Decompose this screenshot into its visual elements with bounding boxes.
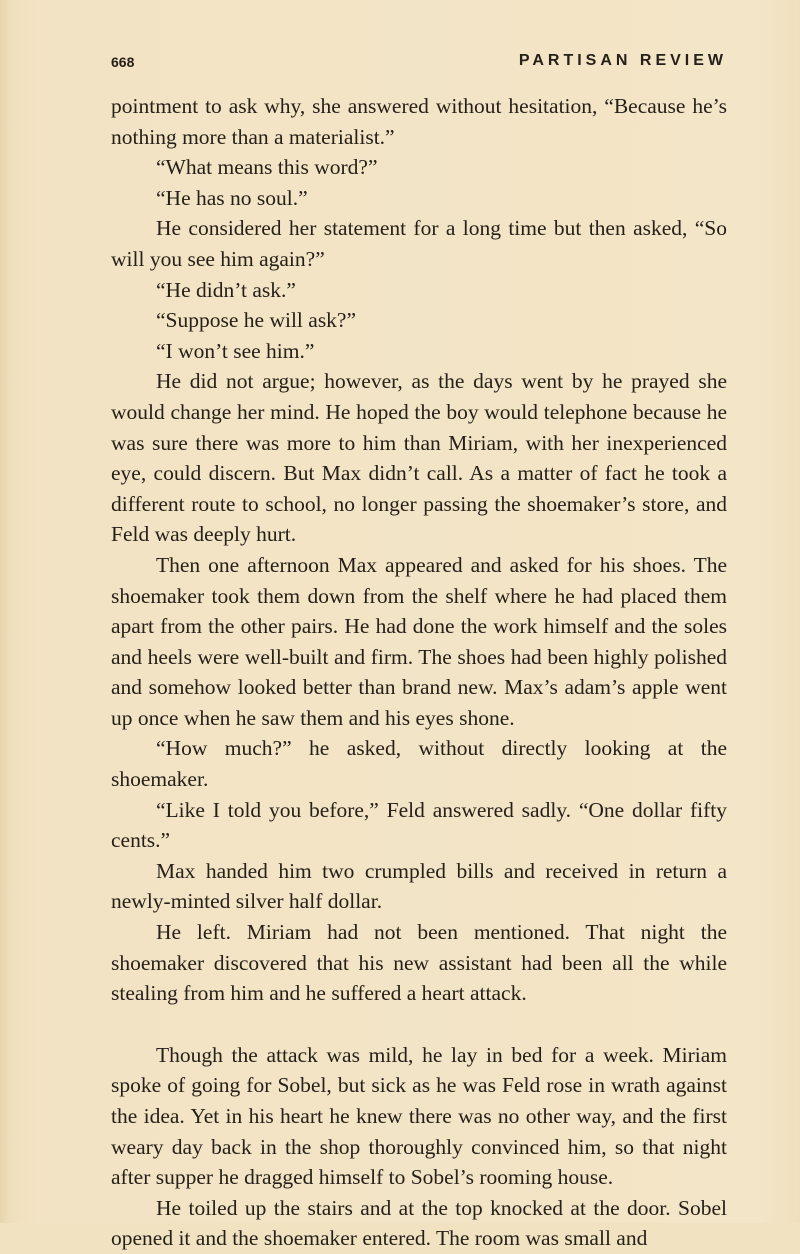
paragraph: Though the attack was mild, he lay in bed for a week. Miriam spoke of going for Sobel, but sick as he was Feld rose in wrath against the idea. Yet in his heart he knew there was no other way, and the first weary day back in the shop thoroughly convinced him, so that night after supper he dragged himself to Sobel’s rooming house. <box>111 1042 727 1190</box>
paragraph: “He didn’t ask.” <box>156 277 296 302</box>
page-number: 668 <box>111 54 135 70</box>
body-text <box>111 91 727 1254</box>
paragraph: Then one afternoon Max appeared and asked for his shoes. The shoemaker took them down from the shelf where he had placed them apart from the other pairs. He had done the work himself and the soles and heels were well-built and firm. The shoes had been highly polished and somehow looked better than brand new. Max’s adam’s apple went up once when he saw them and his eyes shone. <box>111 552 727 730</box>
paragraph: “Suppose he will ask?” <box>156 308 357 333</box>
running-head: PARTISAN REVIEW <box>518 52 727 69</box>
paragraph: “He has no soul.” <box>156 185 308 210</box>
paragraph: “How much?” he asked, without directly looking at the shoemaker. <box>111 736 727 792</box>
paragraph: Max handed him two crumpled bills and received in return a newly-minted silver half dollar. <box>111 858 727 914</box>
paragraph: “What means this word?” <box>156 155 378 180</box>
paragraph: He did not argue; however, as the days went by he prayed she would change her mind. He hoped the boy would telephone because he was sure there was more to him than Miriam, with her inexperienced eye, could discern. But Max didn’t call. As a matter of fact he took a different route to school, no longer passing the shoemaker’s store, and Feld was deeply hurt. <box>111 369 727 547</box>
page-header <box>111 52 727 76</box>
paragraph: He left. Miriam had not been mentioned. That night the shoemaker discovered that his new assistant had been all the while stealing from him and he suffered a heart attack. <box>111 920 727 1006</box>
paragraph: “I won’t see him.” <box>156 338 315 363</box>
section-break <box>111 1009 727 1040</box>
paragraph: He toiled up the stairs and at the top knocked at the door. Sobel opened it and the shoemaker entered. The room was small and <box>111 1195 727 1251</box>
paragraph: “Like I told you before,” Feld answered sadly. “One dollar fifty cents.” <box>111 797 727 853</box>
paragraph: He considered her statement for a long time but then asked, “So will you see him again?” <box>111 216 727 271</box>
paragraph: pointment to ask why, she answered without hesitation, “Because he’s nothing more than a materialist.” <box>111 94 727 149</box>
